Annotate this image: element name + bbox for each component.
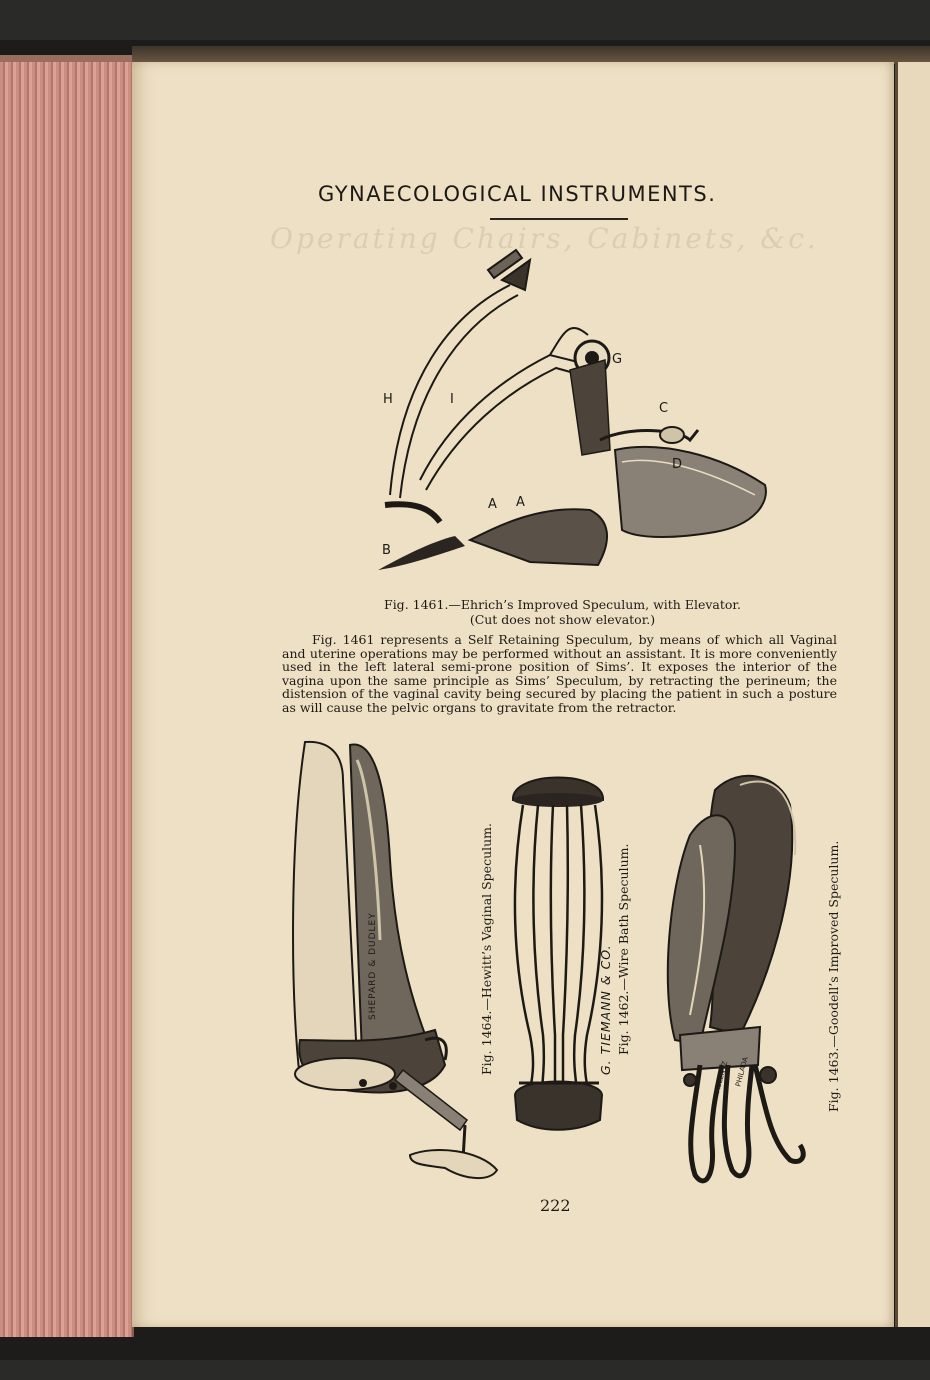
label-a2: A [516, 495, 525, 510]
label-a1: A [488, 497, 497, 512]
label-c: C [659, 401, 669, 416]
fig-1462-caption: Fig. 1462.—Wire Bath Speculum. [616, 843, 631, 1055]
title-rule [490, 218, 628, 220]
goodell-engraving-2: PHILADA [734, 1056, 750, 1088]
tiemann-maker-mark: G. TIEMANN & CO. [598, 944, 613, 1075]
page-block-edges [0, 62, 134, 1337]
goodell-engraving-1: KASLENTZ [712, 1060, 730, 1098]
hewitt-engraving: SHEPARD & DUDLEY [368, 912, 378, 1020]
label-g: G [612, 352, 623, 367]
label-b: B [382, 543, 391, 558]
facing-page-edge [895, 62, 930, 1327]
page-title: GYNAECOLOGICAL INSTRUMENTS. [318, 182, 717, 206]
page-number: 222 [540, 1196, 571, 1215]
description-paragraph: Fig. 1461 represents a Self Retaining Speculum, by means of which all Vaginal and uterine operations may be performed without an assistant. It is more conveniently used in the left lateral semi-prone position of Sims’. It exposes the interior of the vagina upon the same principle as Sims’ Speculum, by retracting the perineum; the distension of the vaginal cavity being secured by placing the patient in such a posture as will cause the pelvic organs to gravitate from the retractor. [282, 632, 837, 715]
label-d: D [672, 457, 683, 472]
fig-1461-caption [290, 597, 835, 627]
bleed-through-text: Operating Chairs, Cabinets, &c. [270, 222, 819, 255]
label-i: I [450, 392, 454, 407]
fig-1463-caption: Fig. 1463.—Goodell’s Improved Speculum. [826, 840, 841, 1112]
fig-1461-caption-line-2: (Cut does not show elevator.) [469, 612, 656, 627]
fig-1464-caption: Fig. 1464.—Hewitt’s Vaginal Speculum. [479, 822, 494, 1075]
goodell-speculum-illustration [640, 765, 825, 1195]
ehrich-speculum-illustration [360, 240, 780, 590]
label-h: H [383, 392, 393, 407]
fig-1461-caption-line-1: Fig. 1461.—Ehrich’s Improved Speculum, with Elevator. [384, 597, 741, 612]
